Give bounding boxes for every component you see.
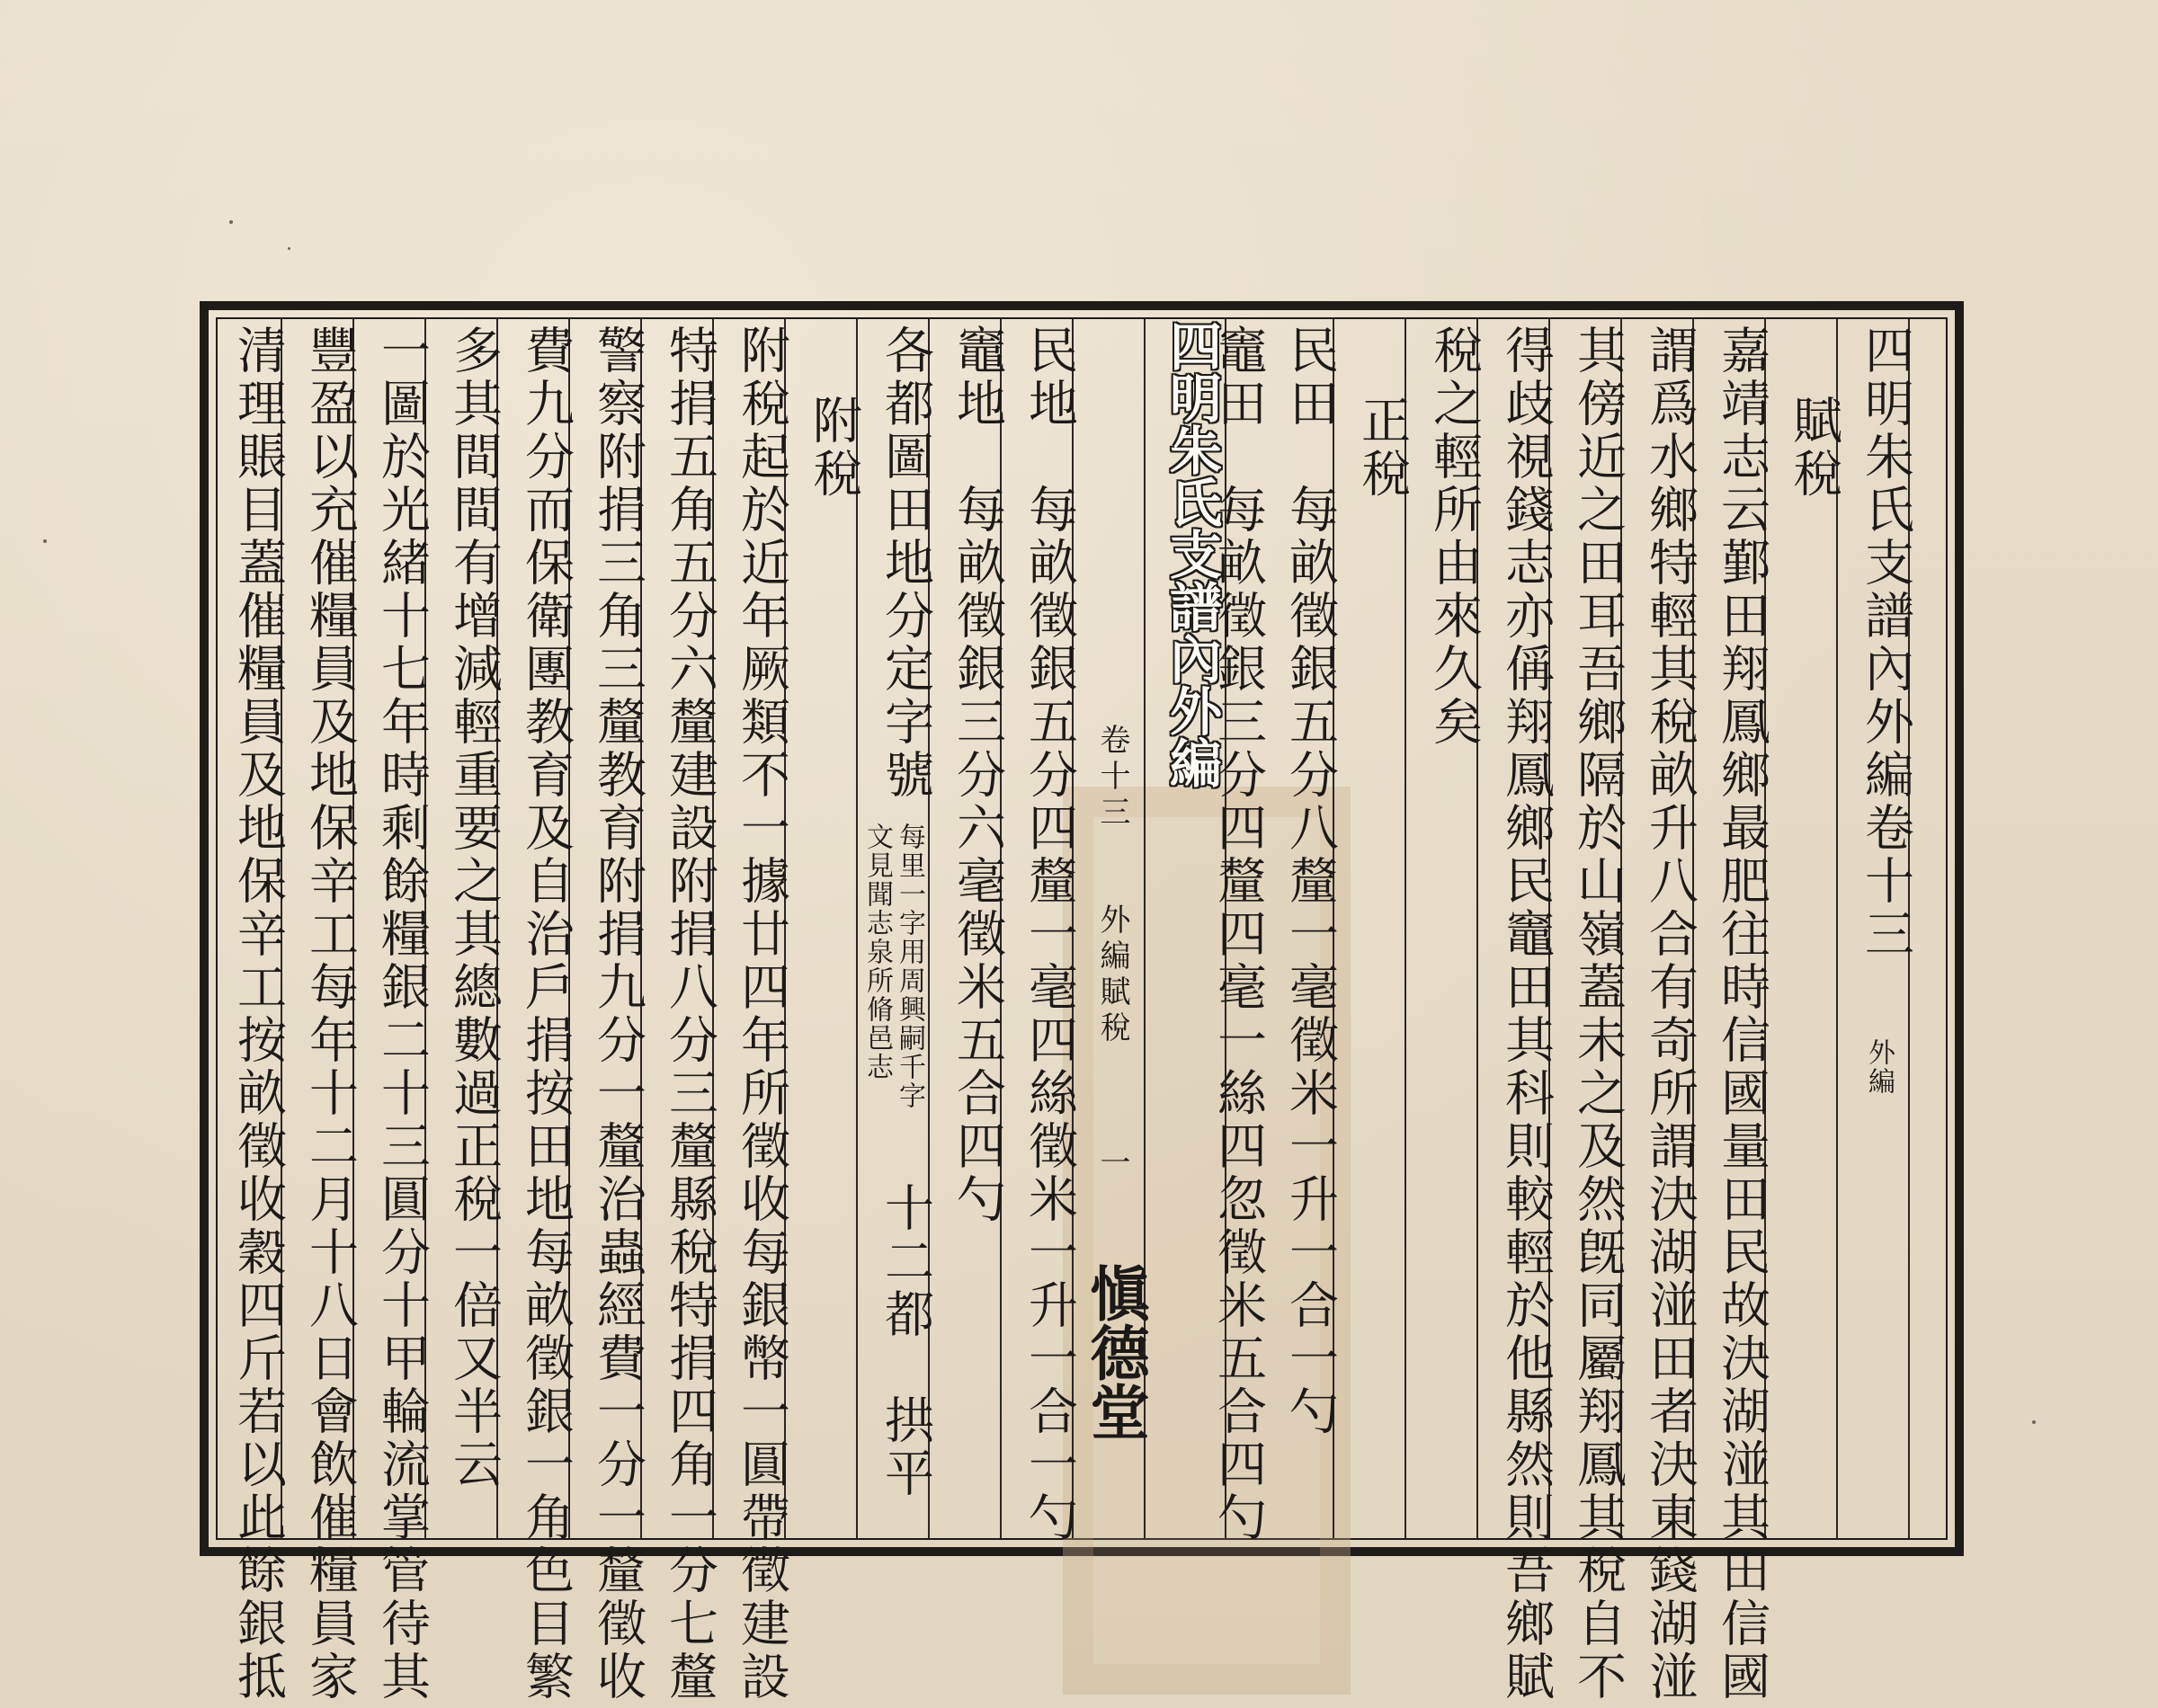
annotation: 每里一字用周興嗣千字 xyxy=(894,823,925,1110)
text-column: 清理賬目蓋催糧員及地保辛工按畝徵收穀四斤若以此餘銀抵 xyxy=(229,325,287,1704)
text-column: 警察附捐三角三釐教育附捐九分一釐治蟲經費一分一釐徵收 xyxy=(589,325,647,1704)
text-column: 竈地 每畝徵銀三分六毫徵米五合四勺 xyxy=(949,325,1006,1226)
margin-header: 四明朱氏支譜內外編卷十三 xyxy=(1857,325,1914,961)
leaf-number: 一 xyxy=(1094,1146,1130,1182)
text-column: 一圖於光緒十七年時剩餘糧銀二十三圓分十甲輪流掌管待其 xyxy=(373,325,431,1704)
printed-block-frame xyxy=(200,301,1964,1704)
margin-subheader: 外編 xyxy=(1863,1038,1895,1096)
subsection-heading: 正稅 xyxy=(1353,395,1411,501)
text-column: 謂爲水鄉特輕其稅畝升八合有奇所謂決湖湴田者決東錢湖湴 xyxy=(1641,325,1699,1704)
volume-label: 卷十三 xyxy=(1094,724,1130,832)
text-column: 竈田 每畝徵銀三分四釐四毫一絲四忽徵米五合四勺 xyxy=(1209,325,1267,1544)
text-column: 民地 每畝徵銀五分四釐一毫四絲徵米一升一合一勺 xyxy=(1021,325,1078,1544)
text-column: 稅之輕所由來久矣 xyxy=(1425,325,1483,749)
text-column: 附稅起於近年厥類不一據廿四年所徵收每銀幣一圓帶徵建設 xyxy=(733,325,790,1704)
hall-name: 愼德堂 xyxy=(1080,1263,1150,1441)
ink-speck xyxy=(43,539,47,543)
text-column: 其傍近之田耳吾鄉隔於山嶺蓋未之及然旣同屬翔鳳其稅自不 xyxy=(1569,325,1627,1704)
annotation: 文見聞志泉所脩邑志 xyxy=(861,823,893,1081)
subsection-heading: 附稅 xyxy=(805,395,862,501)
printed-block-inner xyxy=(216,317,1948,1704)
ink-speck xyxy=(288,247,290,250)
text-column: 豐盈以充催糧員及地保辛工每年十二月十八日會飲催糧員家 xyxy=(301,325,359,1704)
text-column: 特捐五角五分六釐建設附捐八分三釐縣稅特捐四角一分七釐 xyxy=(661,325,718,1704)
center-title: 四明朱氏支譜內外編 xyxy=(1161,319,1222,788)
text-column: 得歧視錢志亦偁翔鳳鄉民竈田其科則較輕於他縣然則吾鄉賦 xyxy=(1497,325,1555,1704)
text-column: 多其間間有增減輕重要之其總數過正稅一倍又半云 xyxy=(445,325,503,1491)
text-column: 十二都 拱平 xyxy=(877,1182,934,1500)
ink-speck xyxy=(229,220,233,224)
section-heading: 賦稅 xyxy=(1785,395,1842,501)
text-column: 各都圖田地分定字號 xyxy=(877,325,934,802)
text-column: 民田 每畝徵銀五分八釐一毫徵米一升一合一勺 xyxy=(1281,325,1339,1438)
ink-speck xyxy=(2032,1420,2036,1424)
text-column: 嘉靖志云鄞田翔鳳鄉最肥往時信國量田民故決湖湴其田信國 xyxy=(1713,325,1770,1704)
text-column: 費九分而保衛團教育及自治戶捐按田地每畝徵銀一角色目繁 xyxy=(517,325,575,1704)
section-label: 外編賦稅 xyxy=(1094,903,1130,1047)
